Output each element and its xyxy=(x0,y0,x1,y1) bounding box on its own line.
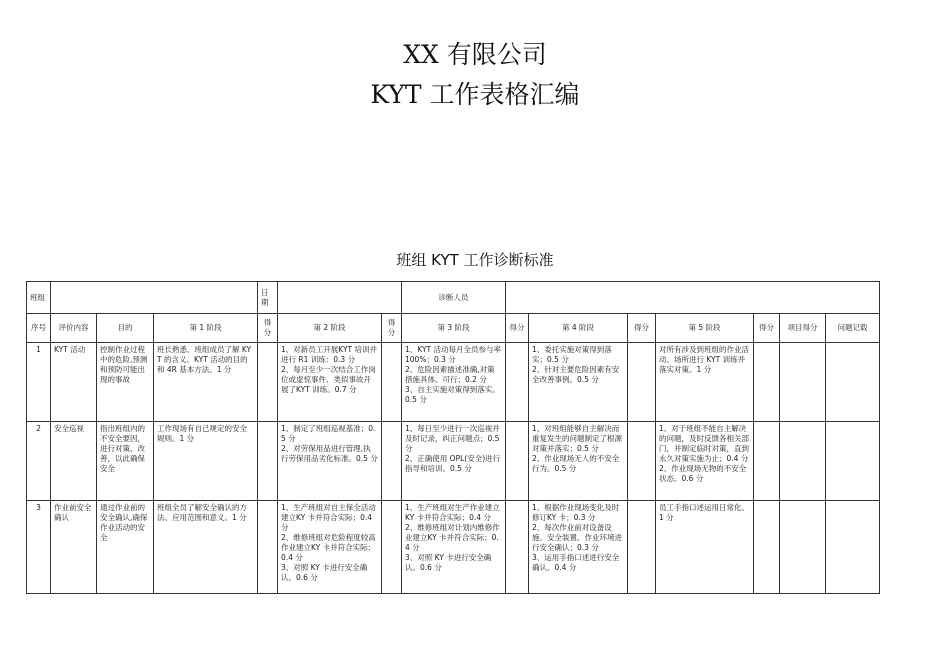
row-score4 xyxy=(628,501,656,594)
table-title: 班组 KYT 工作诊断标准 xyxy=(396,251,554,269)
header-score3: 得分 xyxy=(506,314,529,343)
header-stage3: 第 3 阶段 xyxy=(402,314,506,343)
row-content: KYT 活动 xyxy=(51,343,97,422)
header-score2: 得分 xyxy=(382,314,402,343)
date-value-cell xyxy=(278,282,402,314)
row-seq: 3 xyxy=(27,501,51,594)
header-stage4: 第 4 阶段 xyxy=(529,314,628,343)
company-title: XX 有限公司 xyxy=(403,40,547,69)
row-stage1: 班组全员了解安全确认的方法、应用范围和意义。1 分 xyxy=(154,501,258,594)
row-score3 xyxy=(506,422,529,501)
team-label: 班组 xyxy=(27,282,51,314)
row-purpose: 指出班组内的不安全要因，进行对策、改善，以此确保安全 xyxy=(97,422,154,501)
stage3-text: 1、生产班组对生产作业建立 KY 卡并符合实际；0.4 分 2、维修班组对计划内维修作业建立KY 卡并符合实际；0.4 分 3、对照 KY 卡进行安全确认。0.6 分 xyxy=(405,503,500,572)
row-score1 xyxy=(258,343,278,422)
row-purpose: 通过作业前的安全确认,确保作业活动的安全 xyxy=(97,501,154,594)
header-row xyxy=(27,314,880,343)
diagnoser-label: 诊断人员 xyxy=(402,282,506,314)
row-score2 xyxy=(382,422,402,501)
stage2-text: 1、生产班组对自主保全活动建立KY 卡并符合实际；0.4 分 2、维修班组对危险程度较高作业建立KY 卡并符合实际；0.4 分 3、对照 KY 卡进行安全确认。0.6 分 xyxy=(281,503,376,582)
stage3-text: 1、KYT 活动每月全员参与率 100%；0.3 分 2、危险因素描述准确,对策措施具体、可行；0.2 分 3、自主实施对策得到落实。0.5 分 xyxy=(405,345,501,404)
row-stage1: 班长熟悉、班组成员了解 KYT 的含义、KYT 活动的目的和 4R 基本方法。1 分 xyxy=(154,343,258,422)
meta-row xyxy=(27,282,880,314)
row-stage4 xyxy=(529,501,628,594)
row-stage2 xyxy=(278,422,382,501)
row-content: 安全巡视 xyxy=(51,422,97,501)
row-stage1: 工作现场有自己规定的安全规则。1 分 xyxy=(154,422,258,501)
row-score1 xyxy=(258,501,278,594)
stage2-text: 1、对新员工开展KYT 培训并进行 R1 训练：0.3 分 2、每月至少一次结合工作岗位或虚惊事件、类似事故开展了KYT 训练。0.7 分 xyxy=(281,345,377,394)
row-stage5 xyxy=(656,422,754,501)
diagnoser-value-cell xyxy=(506,282,880,314)
row-score2 xyxy=(382,343,402,422)
header-problem-record: 问题记载 xyxy=(826,314,880,343)
stage2-text: 1、制定了班组巡视基准；0.5 分 2、对劳保用品进行管理,执行劳保用品劣化标准。0.5 分 xyxy=(281,424,378,463)
team-value-cell xyxy=(51,282,258,314)
row-score5 xyxy=(754,343,780,422)
stage4-text: 1、委托实施对策得到落实；0.5 分 2、针对主要危险因素有安全改善事例。0.5 分 xyxy=(532,345,620,384)
row-stage2 xyxy=(278,343,382,422)
stage4-text: 1、对班组能够自主解决而重复发生的问题制定了根源对策并落实；0.5 分 2、作业现场无人的不安全行为。0.5 分 xyxy=(532,424,623,473)
row-score4 xyxy=(628,422,656,501)
row-problem-record xyxy=(826,343,880,422)
header-score1: 得分 xyxy=(258,314,278,343)
row-item-score xyxy=(780,343,826,422)
header-stage5: 第 5 阶段 xyxy=(656,314,754,343)
row-score4 xyxy=(628,343,656,422)
date-label: 日期 xyxy=(258,282,278,314)
row-content: 作业前安全确认 xyxy=(51,501,97,594)
row-problem-record xyxy=(826,422,880,501)
row-stage4 xyxy=(529,422,628,501)
diagnosis-table xyxy=(26,281,880,594)
document-title: KYT 工作表格汇编 xyxy=(370,80,580,109)
row-purpose: 控制作业过程中的危险,预测和预防可能出现的事故 xyxy=(97,343,154,422)
table-row xyxy=(27,501,880,594)
stage5-text: 1、对于班组不能自主解决的问题，及时反馈各相关部门，并制定临时对策，直到永久对策实施为止；0.4 分 2、作业现场无物的不安全状态。0.6 分 xyxy=(659,424,750,483)
row-stage3 xyxy=(402,501,506,594)
row-item-score xyxy=(780,422,826,501)
stage5-text: 对所有涉及到班组的作业活动、场所进行 KYT 训练并落实对策。1 分 xyxy=(659,345,750,374)
row-seq: 1 xyxy=(27,343,51,422)
row-stage5 xyxy=(656,501,754,594)
row-problem-record xyxy=(826,501,880,594)
header-stage2: 第 2 阶段 xyxy=(278,314,382,343)
row-stage3 xyxy=(402,343,506,422)
header-seq: 序号 xyxy=(27,314,51,343)
row-stage5 xyxy=(656,343,754,422)
header-stage1: 第 1 阶段 xyxy=(154,314,258,343)
row-stage2 xyxy=(278,501,382,594)
row-score3 xyxy=(506,501,529,594)
row-seq: 2 xyxy=(27,422,51,501)
table-row xyxy=(27,422,880,501)
table-row xyxy=(27,343,880,422)
header-purpose: 目的 xyxy=(97,314,154,343)
row-score5 xyxy=(754,422,780,501)
stage5-text: 员工手指口述运用日常化。1 分 xyxy=(659,503,750,522)
header-score4: 得分 xyxy=(628,314,656,343)
header-score5: 得分 xyxy=(754,314,780,343)
header-content: 评价内容 xyxy=(51,314,97,343)
stage3-text: 1、每日至少进行一次巡视并及时记录，纠正问题点；0.5 分 2、正确使用 OPL(安全)进行指导和培训。0.5 分 xyxy=(405,424,501,473)
row-score2 xyxy=(382,501,402,594)
stage4-text: 1、根据作业现场变化及时修订KY 卡；0.3 分 2、每次作业前对设备设施、安全装置、作业环境进行安全确认；0.3 分 3、运用手指口述进行安全确认。0.4 分 xyxy=(532,503,623,572)
row-score5 xyxy=(754,501,780,594)
row-stage4 xyxy=(529,343,628,422)
row-score1 xyxy=(258,422,278,501)
row-item-score xyxy=(780,501,826,594)
row-stage3 xyxy=(402,422,506,501)
header-item-score: 项目得分 xyxy=(780,314,826,343)
row-score3 xyxy=(506,343,529,422)
